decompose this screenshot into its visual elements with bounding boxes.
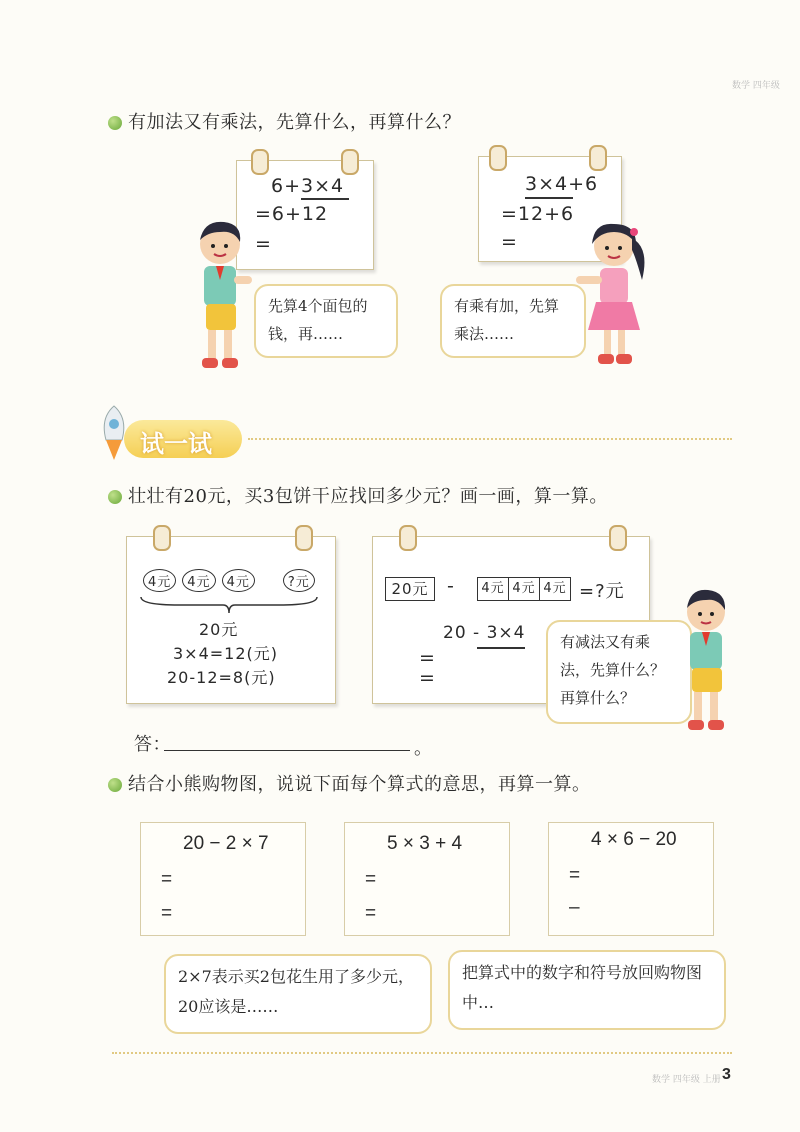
question-1-text: 有加法又有乘法，先算什么，再算什么？: [128, 112, 461, 133]
box-item: 4元: [509, 578, 540, 600]
clip-icon: [489, 145, 507, 171]
underline: [525, 197, 573, 199]
bubble-text: 有乘有加，先算乘法……: [454, 297, 560, 343]
total-text: 20元: [199, 620, 239, 639]
bullet-icon: [108, 778, 122, 792]
card-line-3: =: [255, 233, 272, 255]
minus-sign: -: [447, 575, 455, 597]
clip-icon: [341, 149, 359, 175]
question-3: [108, 770, 591, 796]
calc-line-2: 20-12=8(元): [167, 668, 276, 687]
clip-icon: [295, 525, 313, 551]
expression-text: 4 × 6 − 20: [591, 829, 677, 850]
footer-divider: [112, 1052, 732, 1054]
card-line-1: 6+3×4: [271, 175, 345, 197]
drawing-card: [126, 536, 336, 704]
eq-line-1: =: [569, 865, 581, 886]
clip-icon: [609, 525, 627, 551]
question-2: [108, 482, 608, 508]
eq-line-2: =: [365, 903, 377, 924]
expression-text: 20 − 2 × 7: [183, 833, 269, 854]
page-number: 3: [722, 1066, 731, 1083]
box-item: 4元: [478, 578, 509, 600]
hint-bubble-2: [448, 950, 726, 1030]
coin-row: [143, 569, 315, 592]
expression-text: 5 × 3 + 4: [387, 833, 463, 854]
calc-line-1: 3×4=12(元): [173, 644, 279, 663]
eq-line-2: =: [161, 903, 173, 924]
boy-illustration-2: [676, 588, 736, 738]
question-2-text: 壮壮有20元，买3包饼干应找回多少元？画一画，算一算。: [128, 486, 608, 507]
expression-box: [344, 822, 510, 936]
corner-text: 数学 四年级: [732, 81, 780, 91]
card-line-3: =: [501, 231, 518, 253]
result-text: =?元: [579, 581, 625, 602]
boy-illustration: [190, 218, 254, 374]
clip-icon: [251, 149, 269, 175]
equation-card-1: [236, 160, 374, 270]
eq-line-2: –: [569, 897, 580, 918]
footer-text: 数学 四年级 上册: [652, 1075, 721, 1085]
underline: [477, 647, 525, 649]
coin-item: 4元: [143, 569, 176, 592]
answer-label: 答：: [134, 734, 171, 755]
card-line-2: =12+6: [501, 203, 575, 225]
clip-icon: [399, 525, 417, 551]
box-20: 20元: [385, 577, 435, 601]
expression-box: [548, 822, 714, 936]
speech-bubble-girl: [440, 284, 586, 358]
coin-item: 4元: [182, 569, 215, 592]
eq-line-1: =: [365, 869, 377, 890]
hint-text: 把算式中的数字和符号放回购物图中…: [462, 963, 703, 1012]
bullet-icon: [108, 490, 122, 504]
expression-text: 20 - 3×4: [443, 623, 526, 643]
clip-icon: [153, 525, 171, 551]
eq-line-1: =: [419, 647, 436, 669]
question-1: [108, 108, 461, 134]
underline: [301, 198, 349, 200]
speech-bubble-boy-2: [546, 620, 692, 724]
expression-box: [140, 822, 306, 936]
eq-line-2: =: [419, 667, 436, 689]
section-title: 试一试: [140, 430, 212, 458]
section-header: [124, 420, 242, 458]
clip-icon: [589, 145, 607, 171]
girl-illustration: [570, 218, 654, 368]
question-3-text: 结合小熊购物图，说说下面每个算式的意思，再算一算。: [128, 774, 591, 795]
brace: [139, 595, 319, 615]
box-item: 4元: [543, 581, 567, 596]
hint-bubble-1: [164, 954, 432, 1034]
coin-item: 4元: [222, 569, 255, 592]
hint-text: 2×7表示买2包花生用了多少元，20应该是……: [178, 967, 414, 1016]
card-line-2: =6+12: [255, 203, 329, 225]
speech-bubble-boy: [254, 284, 398, 358]
card-line-1: 3×4+6: [525, 173, 599, 195]
answer-blank[interactable]: [164, 750, 410, 751]
eq-line-1: =: [161, 869, 173, 890]
dotted-divider: [248, 438, 732, 440]
bullet-icon: [108, 116, 122, 130]
bubble-text: 先算4个面包的钱，再……: [268, 297, 368, 343]
box-group: [477, 577, 571, 601]
answer-end: 。: [414, 738, 433, 759]
coin-item: ?元: [283, 569, 315, 592]
bubble-text: 有减法又有乘法，先算什么？再算什么？: [560, 633, 666, 707]
